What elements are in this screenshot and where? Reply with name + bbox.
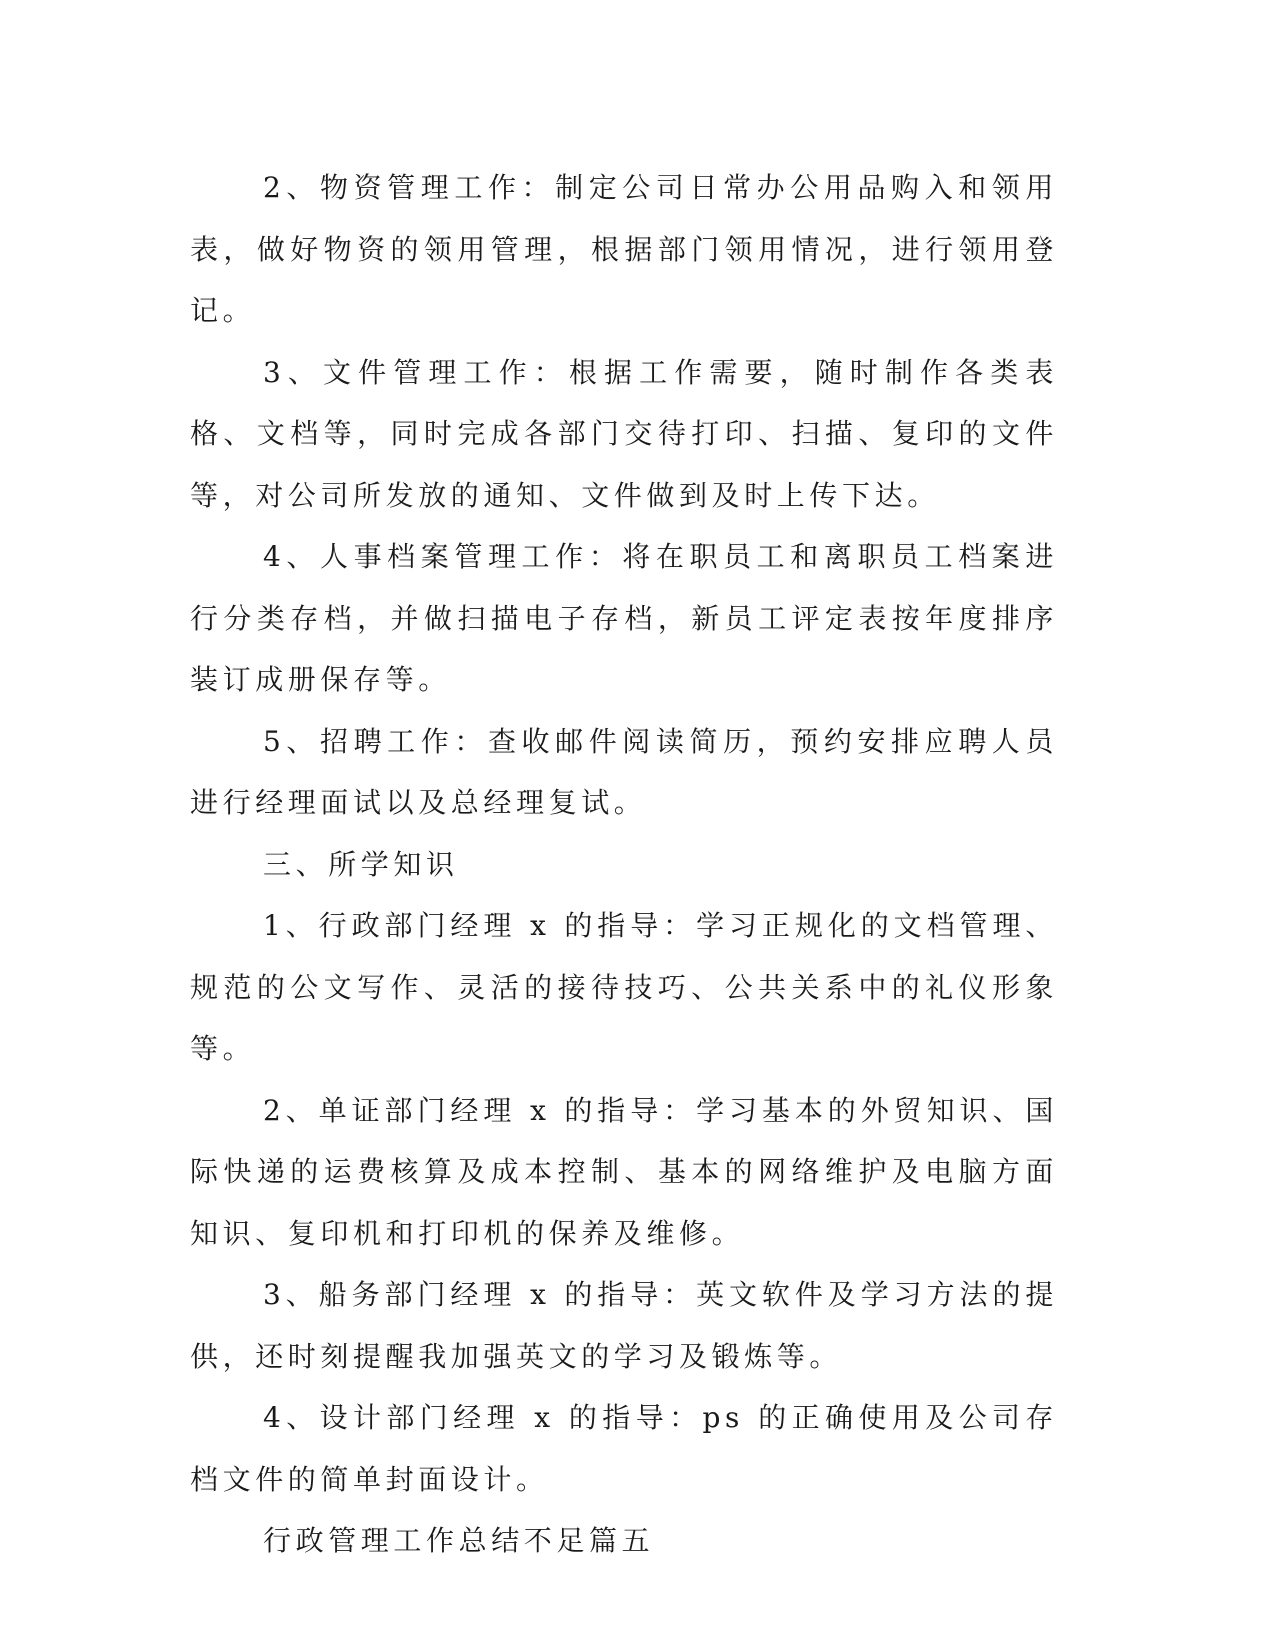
paragraph-personnel-archives: 4、人事档案管理工作：将在职员工和离职员工档案进行分类存档，并做扫描电子存档，新员工评定表按年度排序装订成册保存等。: [190, 540, 1058, 696]
paragraph-file-management: 3、文件管理工作：根据工作需要，随时制作各类表格、文档等，同时完成各部门交待打印、扫描、复印的文件等，对公司所发放的通知、文件做到及时上传下达。: [190, 355, 1058, 512]
paragraph-supplies-management: 2、物资管理工作：制定公司日常办公用品购入和领用表，做好物资的领用管理，根据部门领用情况，进行领用登记。: [190, 171, 1058, 327]
paragraph-admin-guidance: 1、行政部门经理 x 的指导：学习正规化的文档管理、规范的公文写作、灵活的接待技巧、公共关系中的礼仪形象等。: [190, 909, 1058, 1065]
document-body: [190, 157, 1058, 1572]
paragraph-documents-guidance: 2、单证部门经理 x 的指导：学习基本的外贸知识、国际快递的运费核算及成本控制、基本的网络维护及电脑方面知识、复印机和打印机的保养及维修。: [190, 1093, 1058, 1250]
paragraph-design-guidance: 4、设计部门经理 x 的指导：ps 的正确使用及公司存档文件的简单封面设计。: [190, 1401, 1058, 1496]
section-heading-part-five: 行政管理工作总结不足篇五: [263, 1524, 655, 1557]
paragraph-recruitment: 5、招聘工作：查收邮件阅读简历，预约安排应聘人员进行经理面试以及总经理复试。: [190, 724, 1058, 819]
paragraph-shipping-guidance: 3、船务部门经理 x 的指导：英文软件及学习方法的提供，还时刻提醒我加强英文的学习及锻炼等。: [190, 1278, 1058, 1373]
section-heading-knowledge: 三、所学知识: [263, 847, 459, 881]
